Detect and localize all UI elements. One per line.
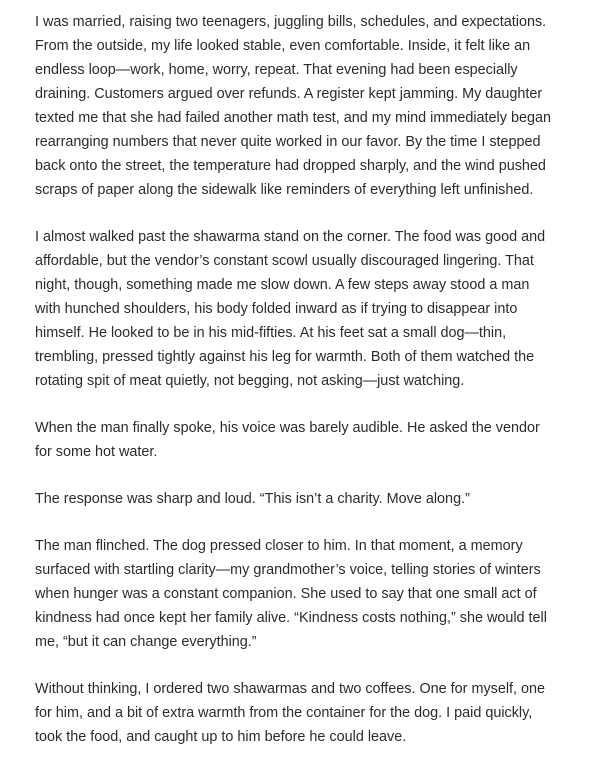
paragraph-4: The response was sharp and loud. “This isn’t a charity. Move along.” [35, 491, 470, 507]
paragraph-3: When the man finally spoke, his voice was barely audible. He asked the vendor for some hot water. [35, 420, 540, 460]
paragraph-6: Without thinking, I ordered two shawarmas and two coffees. One for myself, one for him, and a bit of extra warmth from the container for the dog. I paid quickly, took the food, and caught up to him before he could leave. [35, 681, 546, 745]
paragraph-5: The man flinched. The dog pressed closer to him. In that moment, a memory surfaced with startling clarity—my grandmother’s voice, telling stories of winters when hunger was a constant companion. She used to say that one small act of kindness had once kept her family alive. “Kindness costs nothing,” she would tell me, “but it can change everything.” [35, 538, 547, 650]
paragraph-1: I was married, raising two teenagers, juggling bills, schedules, and expectations. From the outside, my life looked stable, even comfortable. Inside, it felt like an endless loop—work, home, worry, repeat. That evening had been especially draining. Customers argued over refunds. A register kept jamming. My daughter texted me that she had failed another math test, and my mind immediately began rearranging numbers that never quite worked in our favor. By the time I stepped back onto the street, the temperature had dropped sharply, and the wind pushed scraps of paper along the sidewalk like reminders of everything left unfinished. [35, 14, 551, 198]
paragraph-2: I almost walked past the shawarma stand on the corner. The food was good and affordable, but the vendor’s constant scowl usually discouraged lingering. That night, though, something made me slow down. A few steps away stood a man with hunched shoulders, his body folded inward as if trying to disappear into himself. He looked to be in his mid-fifties. At his feet sat a small dog—thin, trembling, pressed tightly against his leg for warmth. Both of them watched the rotating spit of meat quietly, not begging, not asking—just watching. [35, 229, 546, 389]
